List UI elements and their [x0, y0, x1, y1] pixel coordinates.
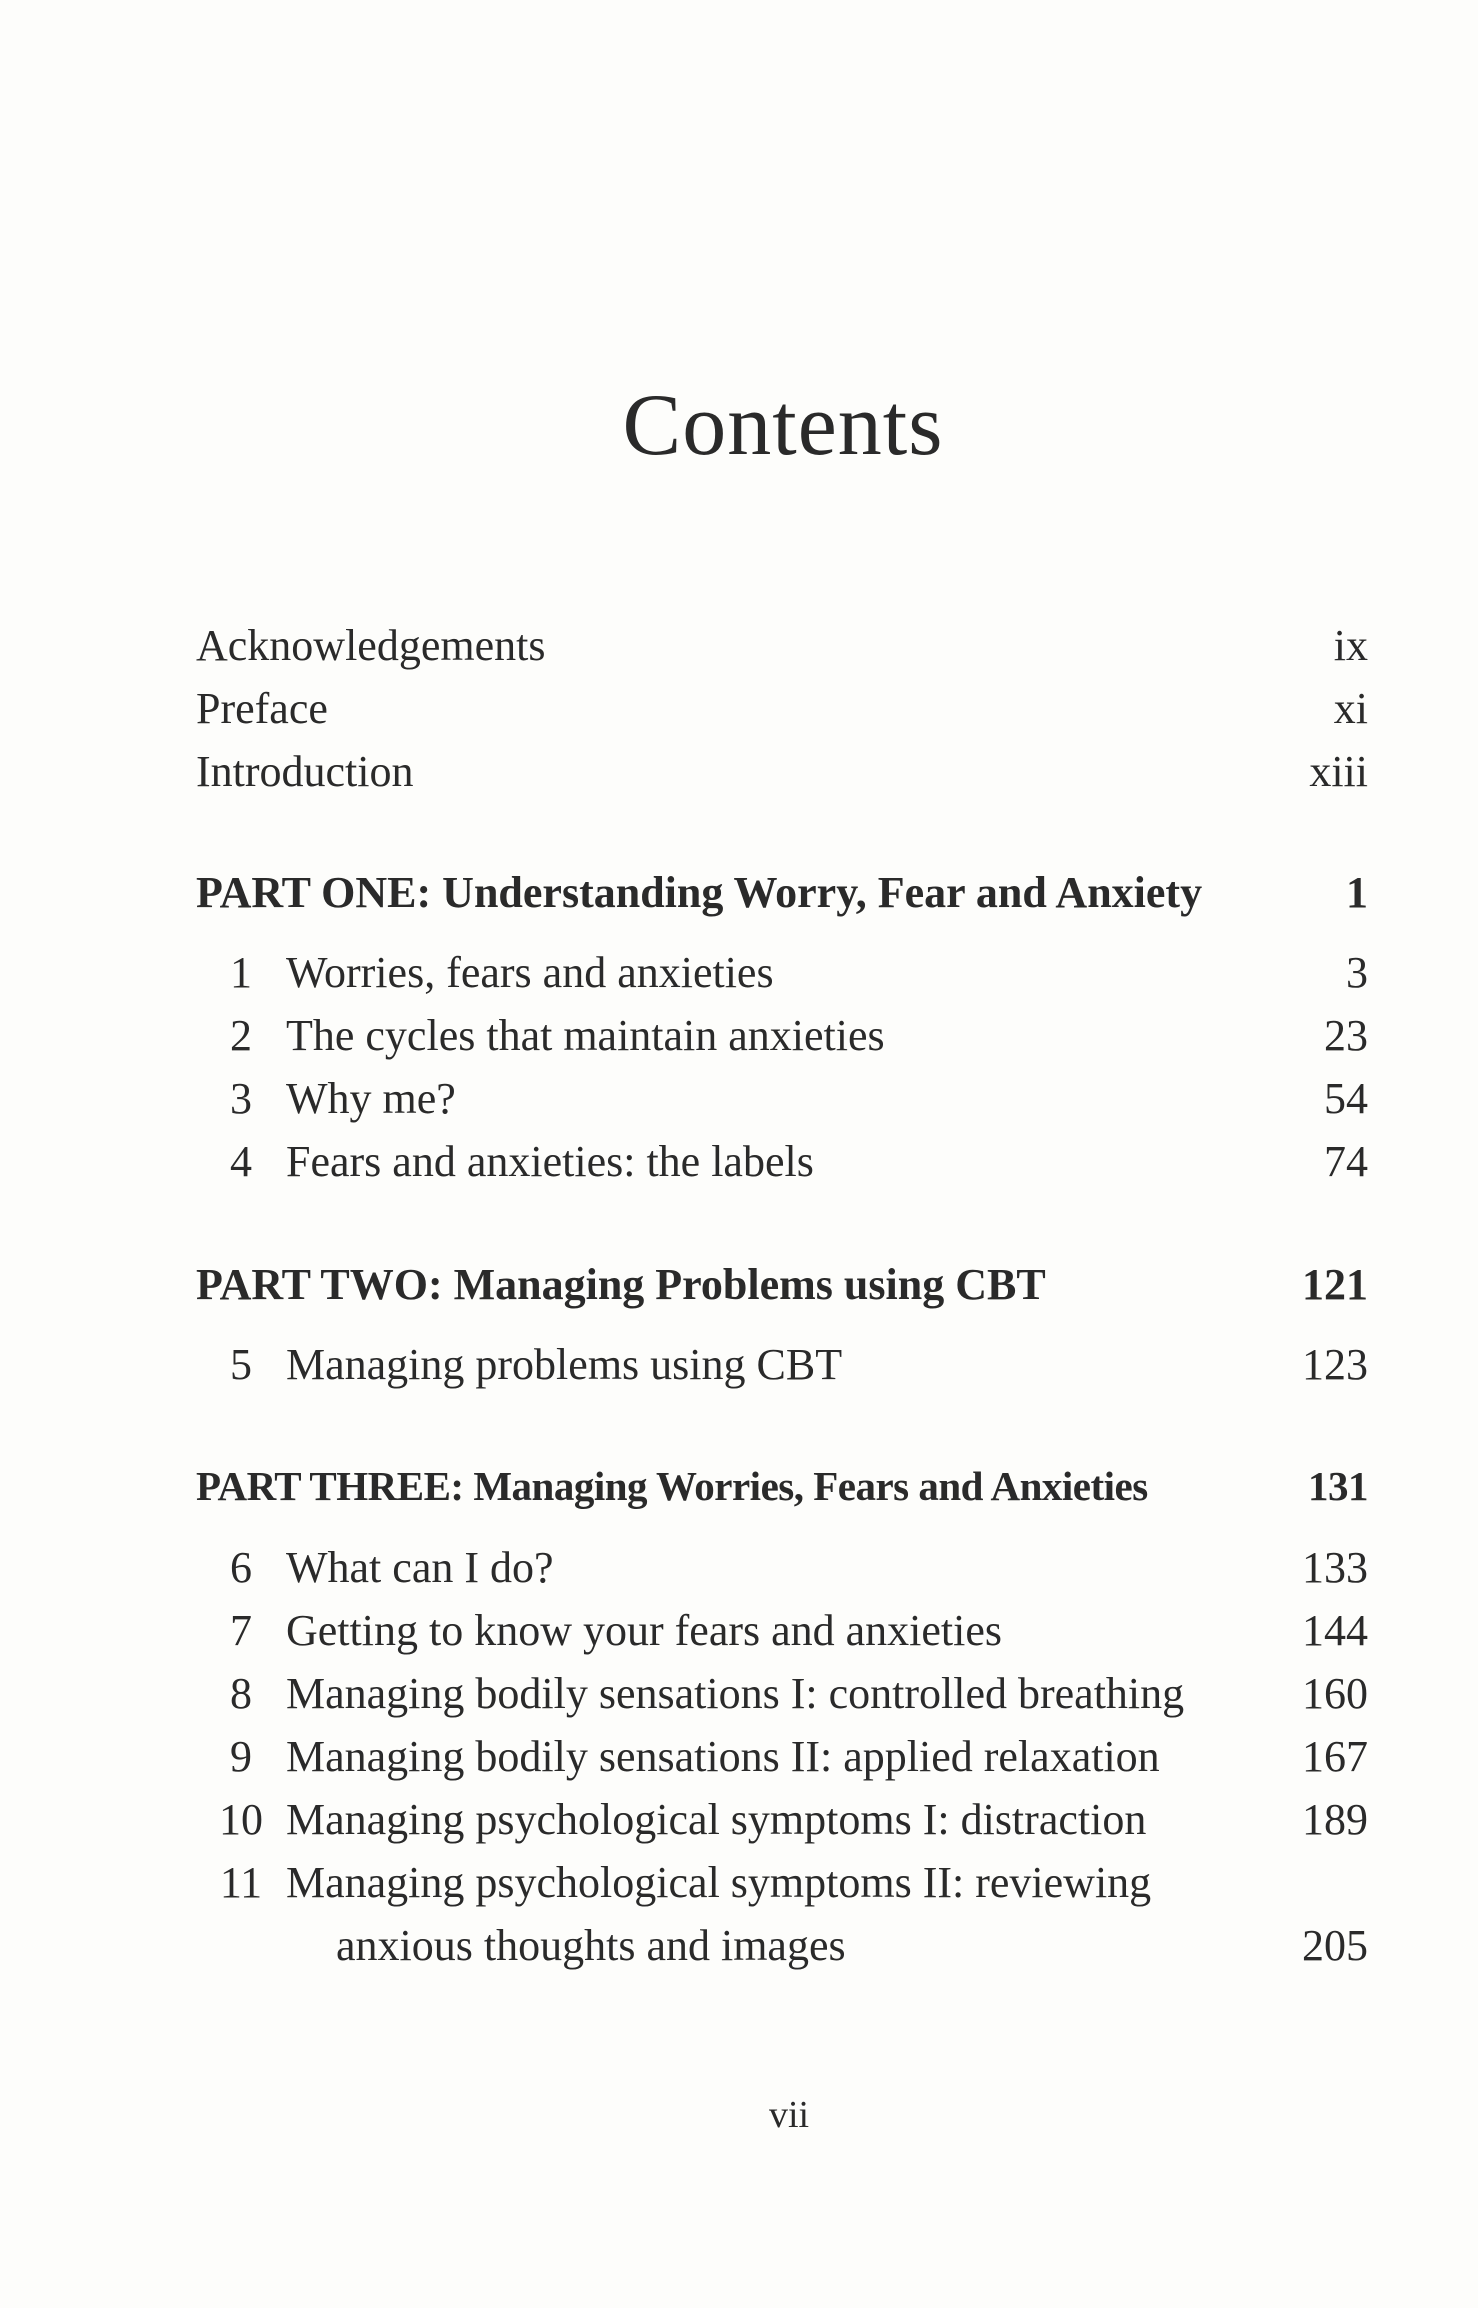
chapter-number: 6 — [230, 1543, 252, 1592]
chapter-entry — [196, 1339, 1368, 1402]
chapter-title: Getting to know your fears and anxieties — [286, 1606, 1003, 1655]
part-three-heading — [196, 1462, 1368, 1542]
chapter-number: 1 — [230, 948, 252, 997]
chapter-page: 3 — [1346, 948, 1368, 997]
toc-entry-preface — [196, 683, 1368, 746]
part-heading-label: PART THREE: Managing Worries, Fears and Anxieties — [196, 1463, 1148, 1509]
entry-page: xi — [1333, 684, 1368, 733]
chapter-entry — [196, 1605, 1368, 1668]
entry-label: Preface — [196, 684, 328, 733]
chapter-title: Why me? — [286, 1074, 456, 1123]
chapter-entry — [196, 1073, 1368, 1136]
chapter-title: Managing bodily sensations I: controlled breathing — [286, 1669, 1185, 1718]
chapter-title: Fears and anxieties: the labels — [286, 1137, 814, 1186]
part-one-heading — [196, 867, 1368, 947]
chapter-page: 133 — [1302, 1543, 1368, 1592]
chapter-entry — [196, 1857, 1368, 1920]
chapter-title: The cycles that maintain anxieties — [286, 1011, 885, 1060]
front-matter — [196, 620, 1368, 809]
chapter-entry — [196, 1794, 1368, 1857]
chapter-page: 205 — [1302, 1921, 1368, 1970]
chapter-entry — [196, 1542, 1368, 1605]
chapter-page: 74 — [1324, 1137, 1368, 1186]
part-heading-label: PART TWO: Managing Problems using CBT — [196, 1260, 1046, 1309]
chapter-entry — [196, 1668, 1368, 1731]
chapter-entry — [196, 1136, 1368, 1199]
chapter-title: Worries, fears and anxieties — [286, 948, 774, 997]
chapter-title-continued: anxious thoughts and images — [336, 1921, 846, 1970]
chapter-page: 189 — [1302, 1795, 1368, 1844]
entry-page: xiii — [1309, 747, 1368, 796]
chapter-page: 167 — [1302, 1732, 1368, 1781]
chapter-page: 144 — [1302, 1606, 1368, 1655]
chapter-entry — [196, 947, 1368, 1010]
page-folio: vii — [768, 2094, 810, 2136]
chapter-page: 160 — [1302, 1669, 1368, 1718]
chapter-title: Managing problems using CBT — [286, 1340, 843, 1389]
chapter-page: 54 — [1324, 1074, 1368, 1123]
chapter-number: 11 — [219, 1858, 263, 1907]
chapter-number: 3 — [230, 1074, 252, 1123]
chapter-page: 23 — [1324, 1011, 1368, 1060]
chapter-number: 9 — [230, 1732, 252, 1781]
part-heading-label: PART ONE: Understanding Worry, Fear and Anxiety — [196, 868, 1203, 917]
chapter-entry — [196, 1010, 1368, 1073]
part-heading-page: 1 — [1346, 868, 1368, 917]
chapter-number: 10 — [219, 1795, 263, 1844]
entry-page: ix — [1333, 621, 1368, 670]
chapter-title: What can I do? — [286, 1543, 554, 1592]
chapter-entry — [196, 1731, 1368, 1794]
entry-label: Acknowledgements — [196, 621, 546, 670]
entry-label: Introduction — [196, 747, 414, 796]
toc-entry-acknowledgements — [196, 620, 1368, 683]
table-of-contents — [196, 620, 1368, 1983]
page-title: Contents — [622, 377, 944, 474]
chapter-title: Managing psychological symptoms I: distraction — [286, 1795, 1147, 1844]
chapter-title: Managing bodily sensations II: applied relaxation — [286, 1732, 1160, 1781]
toc-entry-introduction — [196, 746, 1368, 809]
chapter-number: 4 — [230, 1137, 252, 1186]
chapter-title: Managing psychological symptoms II: reviewing — [286, 1858, 1152, 1907]
chapter-number: 8 — [230, 1669, 252, 1718]
part-two-heading — [196, 1259, 1368, 1339]
chapter-number: 5 — [230, 1340, 252, 1389]
part-heading-page: 131 — [1308, 1463, 1368, 1509]
chapter-entry-continued — [196, 1920, 1368, 1983]
chapter-page: 123 — [1302, 1340, 1368, 1389]
chapter-number: 7 — [230, 1606, 252, 1655]
part-heading-page: 121 — [1302, 1260, 1368, 1309]
chapter-number: 2 — [230, 1011, 252, 1060]
